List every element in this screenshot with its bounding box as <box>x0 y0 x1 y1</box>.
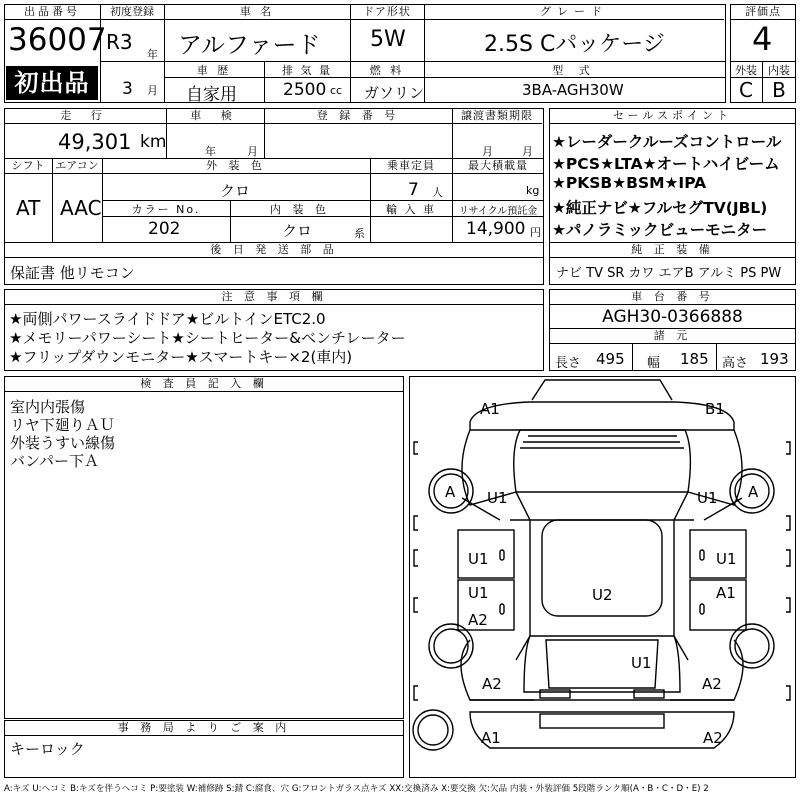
inspection-label: 車 検 <box>166 108 264 124</box>
car-name: アルファード <box>178 31 321 59</box>
reg-month-unit: 月 <box>147 84 158 97</box>
inspector-line: リヤ下廻りＡＵ <box>10 416 115 434</box>
width: 185 <box>680 350 709 368</box>
door-type: 5W <box>370 27 406 52</box>
car-diagram <box>409 376 796 778</box>
damage-mark-right-rear-door: A1 <box>716 584 736 602</box>
ext-grade: C <box>739 78 753 102</box>
reg-year-unit: 年 <box>147 48 158 61</box>
capacity-unit: 人 <box>432 186 443 199</box>
inspection-year-unit: 年 <box>205 145 216 158</box>
inspection-month-unit: 月 <box>247 145 258 158</box>
chassis-label: 車 台 番 号 <box>549 289 796 305</box>
capacity: 7 <box>408 180 419 200</box>
length-label: 長さ <box>555 356 582 371</box>
reg-month: 3 <box>122 79 133 99</box>
sales-point-label: セールスポイント <box>549 108 796 124</box>
reg-label: 初度登録 <box>100 4 164 20</box>
score-label: 評価点 <box>730 4 796 20</box>
shift-label: シフト <box>4 158 52 174</box>
reg-era-letter: R <box>106 30 120 54</box>
damage-mark-left-rear-door: U1 <box>468 584 489 602</box>
shift: AT <box>16 196 41 220</box>
sales-point-line: ★PKSB★BSM★IPA <box>552 174 707 192</box>
recycle-label: リサイクル預託金 <box>458 206 538 217</box>
model-code: 3BA-AGH30W <box>522 81 624 99</box>
mileage: 49,301 <box>58 130 132 154</box>
damage-mark-rear-glass: U1 <box>631 654 652 672</box>
recycle-fee: 14,900 <box>466 219 526 239</box>
damage-mark-roof: U2 <box>592 586 613 604</box>
lot-number: 36007 <box>8 22 107 58</box>
mileage-label: 走 行 <box>4 108 166 124</box>
max-load-unit: kg <box>526 184 540 197</box>
damage-mark-right-rear-quarter: A2 <box>702 675 722 693</box>
max-load-label: 最大積載量 <box>452 158 544 174</box>
damage-mark-left-rear-quarter: A2 <box>482 675 502 693</box>
damage-mark-left-fender: U1 <box>487 489 508 507</box>
history: 自家用 <box>186 85 237 105</box>
inspector-line: 外装うすい線傷 <box>10 434 116 452</box>
transfer-day-unit: 月 <box>522 145 533 158</box>
notes-line: ★フリップダウンモニター★スマートキー×2(車内) <box>9 348 353 366</box>
notes-line: ★両側パワースライドドア★ビルトインETC2.0 <box>9 310 326 328</box>
notes-line: ★メモリーパワーシート★シートヒーター&ベンチレーター <box>9 329 406 347</box>
office-note: キーロック <box>10 740 85 758</box>
int-grade: B <box>772 78 786 102</box>
displacement: 2500 <box>283 80 327 100</box>
later-parts-label: 後 日 発 送 部 品 <box>4 242 544 258</box>
damage-mark-front-left: A1 <box>480 400 500 418</box>
displacement-label: 排 気 量 <box>282 64 332 77</box>
int-grade-label: 内装 <box>768 64 790 77</box>
damage-mark-right-front-tire: A <box>748 483 759 501</box>
later-parts: 保証書 他リモコン <box>10 264 135 282</box>
car-name-label: 車 名 <box>164 4 350 20</box>
damage-mark-left-front-door: U1 <box>468 550 489 568</box>
damage-mark-front-right: B1 <box>705 400 725 418</box>
recycle-unit: 円 <box>530 226 541 239</box>
transfer-doc-label: 譲渡書類期限 <box>452 108 542 124</box>
int-color-suffix: 系 <box>354 227 365 240</box>
damage-mark-rear-bumper-left: A1 <box>481 729 501 747</box>
ext-color: クロ <box>220 182 251 200</box>
sales-point-line: ★純正ナビ★フルセグTV(JBL) <box>552 199 768 217</box>
legend: A:キズ U:ヘコミ B:キズを伴うヘコミ P:要塗装 W:補修跡 S:錆 C:腐食、穴 G:フロントガラス点キズ XX:交換済み X:要交換 欠:欠品 内装・外装評価 5段階ランク順(A・B・C・D・E) 2 <box>4 784 709 794</box>
body-outline-rear <box>461 640 743 700</box>
length: 495 <box>596 350 625 368</box>
fuel-label: 燃 料 <box>369 64 405 77</box>
sales-point-line: ★レーダークルーズコントロール <box>552 133 782 151</box>
plate-label: 登 録 番 号 <box>264 108 452 124</box>
damage-mark-right-fender: U1 <box>697 489 718 507</box>
import-label: 輸 入 車 <box>386 203 436 216</box>
ac-type: AAC <box>60 196 102 220</box>
damage-mark-right-front-door: U1 <box>716 550 737 568</box>
chassis-number: AGH30-0366888 <box>602 307 743 327</box>
first-listing-text: 初出品 <box>14 69 90 97</box>
rear-bumper-outline <box>470 712 734 748</box>
notes-label: 注 意 事 項 欄 <box>4 289 544 305</box>
sales-point-line: ★パノラミックビューモニター <box>552 221 768 239</box>
model-label: 型 式 <box>552 64 596 77</box>
int-color: クロ <box>282 222 313 240</box>
int-color-label: 内 装 色 <box>270 203 330 216</box>
ext-color-label: 外 装 色 <box>102 158 370 174</box>
reg-year-number: 3 <box>119 30 133 54</box>
fuel: ガソリン <box>364 84 425 102</box>
damage-mark-left-rear-panel: A2 <box>468 611 488 629</box>
height-label: 高さ <box>722 356 749 371</box>
office-label: 事 務 局 よ り ご 案 内 <box>4 720 404 736</box>
equipment: ナビ TV SR カワ エアB アルミ PS PW <box>556 266 782 281</box>
width-label: 幅 <box>647 356 661 371</box>
front-bumper-outline <box>470 402 734 430</box>
damage-mark-rear-bumper-right: A2 <box>703 729 723 747</box>
inspector-line: 室内内張傷 <box>10 398 86 416</box>
score: 4 <box>752 20 773 58</box>
right-rear-tire <box>730 624 774 668</box>
first-listing-badge <box>6 66 98 100</box>
grade-label: グレード <box>424 4 724 20</box>
color-no-label: カラー No. <box>131 203 201 216</box>
capacity-label: 乗車定員 <box>370 158 452 174</box>
door-label: ドア形状 <box>350 4 424 20</box>
inspector-label: 検 査 員 記 入 欄 <box>4 376 404 392</box>
equipment-label: 純 正 装 備 <box>549 242 796 258</box>
displacement-unit: cc <box>330 84 343 97</box>
windshield-outline <box>514 430 691 492</box>
spare-tire <box>413 710 453 750</box>
grade: 2.5S Cパッケージ <box>484 32 665 57</box>
history-label: 車 歴 <box>196 64 232 77</box>
mileage-unit: km <box>140 132 167 152</box>
reg-era <box>106 30 133 54</box>
lot-number-label: 出品番号 <box>4 4 100 20</box>
damage-mark-left-front-tire: A <box>445 483 456 501</box>
inspector-line: バンパー下Ａ <box>10 452 99 470</box>
height: 193 <box>760 350 789 368</box>
dims-label: 諸 元 <box>549 328 796 344</box>
transfer-month-unit: 月 <box>482 145 493 158</box>
sales-point-line: ★PCS★LTA★オートハイビーム <box>552 155 780 173</box>
ext-grade-label: 外装 <box>735 64 757 77</box>
color-no: 202 <box>148 219 181 239</box>
ac-label: エアコン <box>52 158 102 174</box>
